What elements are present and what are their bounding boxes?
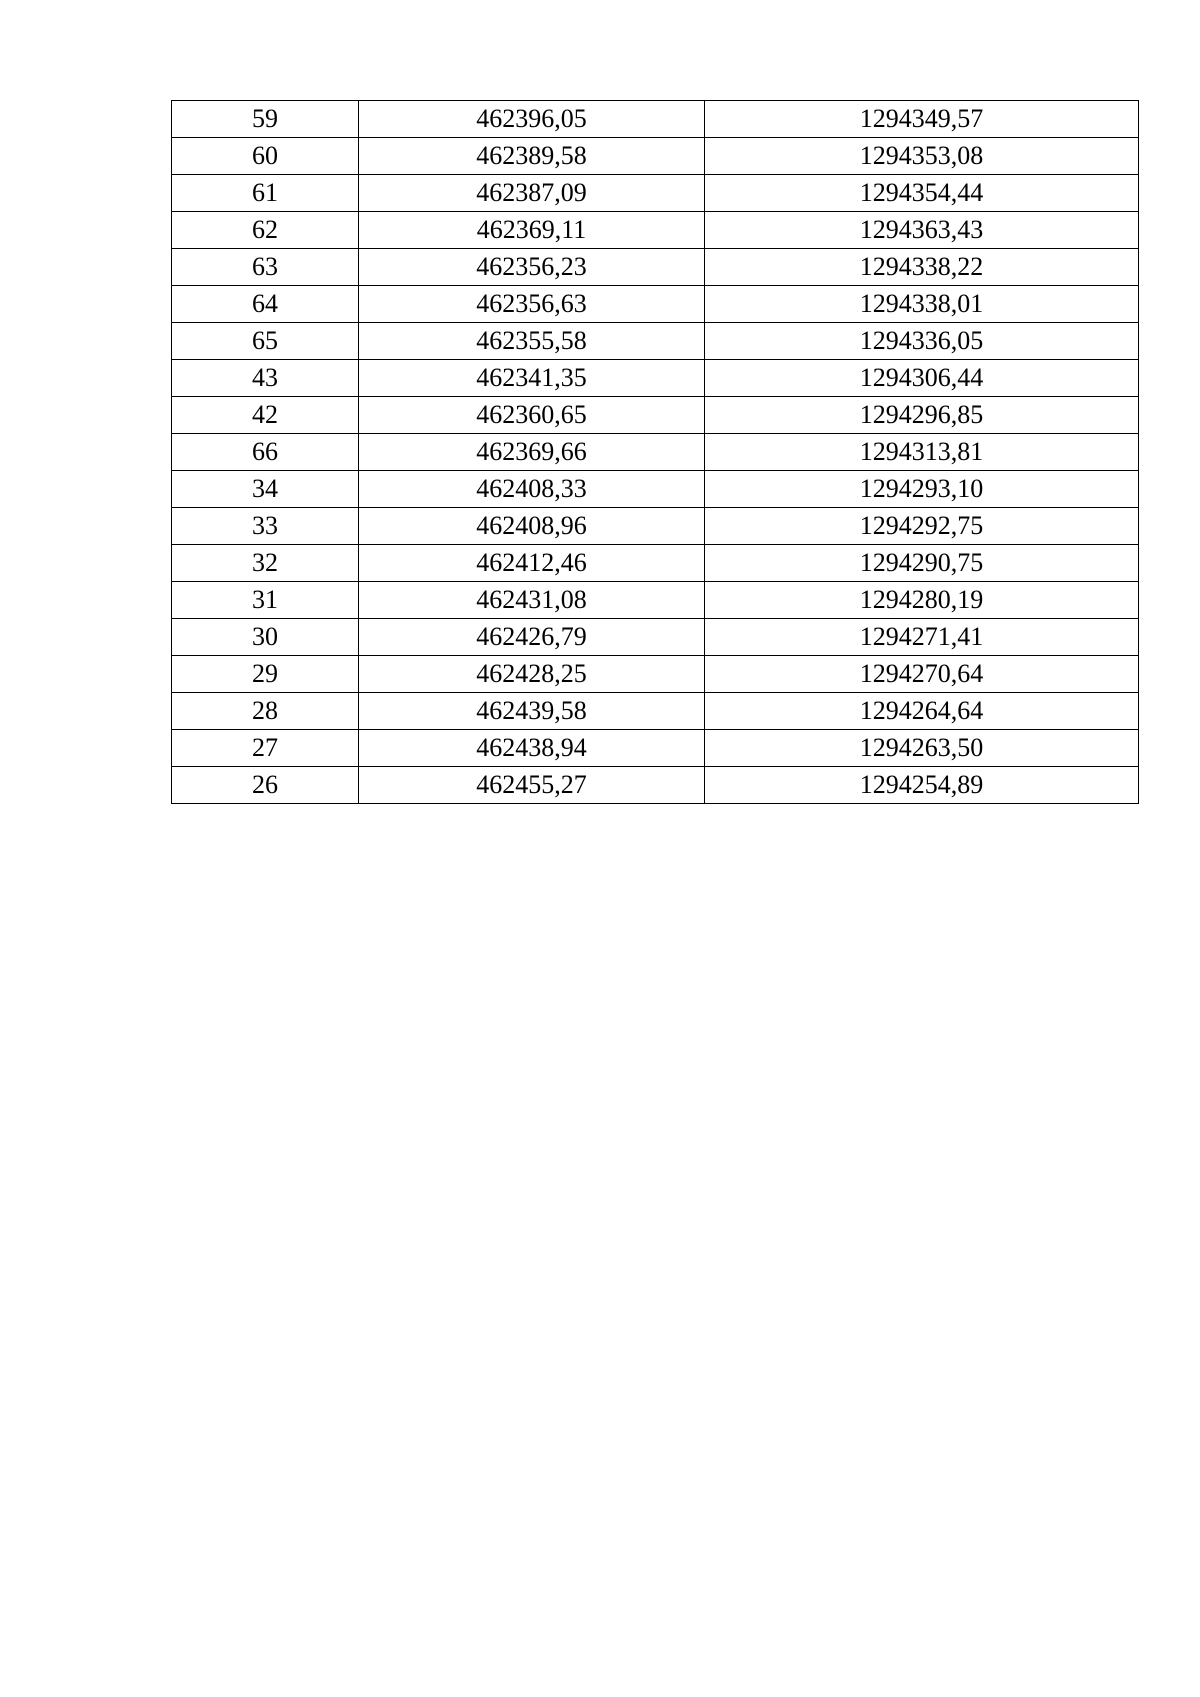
y-coordinate-cell: 1294271,41 — [705, 619, 1139, 656]
point-number-cell: 62 — [172, 212, 359, 249]
y-coordinate-cell: 1294296,85 — [705, 397, 1139, 434]
y-coordinate-cell: 1294270,64 — [705, 656, 1139, 693]
y-coordinate-cell: 1294363,43 — [705, 212, 1139, 249]
table-row — [172, 138, 1139, 175]
x-coordinate-cell: 462431,08 — [359, 582, 705, 619]
table-row — [172, 508, 1139, 545]
point-number-cell: 63 — [172, 249, 359, 286]
table-row — [172, 360, 1139, 397]
x-coordinate-cell: 462369,11 — [359, 212, 705, 249]
point-number-cell: 26 — [172, 767, 359, 804]
table-row — [172, 175, 1139, 212]
point-number-cell: 42 — [172, 397, 359, 434]
table-row — [172, 286, 1139, 323]
point-number-cell: 43 — [172, 360, 359, 397]
point-number-cell: 31 — [172, 582, 359, 619]
coordinates-table — [171, 100, 1139, 804]
x-coordinate-cell: 462369,66 — [359, 434, 705, 471]
point-number-cell: 27 — [172, 730, 359, 767]
y-coordinate-cell: 1294353,08 — [705, 138, 1139, 175]
point-number-cell: 30 — [172, 619, 359, 656]
point-number-cell: 59 — [172, 101, 359, 138]
table-row — [172, 582, 1139, 619]
point-number-cell: 32 — [172, 545, 359, 582]
x-coordinate-cell: 462360,65 — [359, 397, 705, 434]
y-coordinate-cell: 1294280,19 — [705, 582, 1139, 619]
point-number-cell: 61 — [172, 175, 359, 212]
x-coordinate-cell: 462426,79 — [359, 619, 705, 656]
table-row — [172, 730, 1139, 767]
point-number-cell: 64 — [172, 286, 359, 323]
x-coordinate-cell: 462356,63 — [359, 286, 705, 323]
table-row — [172, 397, 1139, 434]
table-row — [172, 767, 1139, 804]
table-row — [172, 471, 1139, 508]
y-coordinate-cell: 1294336,05 — [705, 323, 1139, 360]
x-coordinate-cell: 462396,05 — [359, 101, 705, 138]
y-coordinate-cell: 1294290,75 — [705, 545, 1139, 582]
y-coordinate-cell: 1294338,22 — [705, 249, 1139, 286]
y-coordinate-cell: 1294254,89 — [705, 767, 1139, 804]
x-coordinate-cell: 462341,35 — [359, 360, 705, 397]
x-coordinate-cell: 462387,09 — [359, 175, 705, 212]
point-number-cell: 29 — [172, 656, 359, 693]
table-row — [172, 693, 1139, 730]
table-row — [172, 249, 1139, 286]
y-coordinate-cell: 1294306,44 — [705, 360, 1139, 397]
x-coordinate-cell: 462428,25 — [359, 656, 705, 693]
x-coordinate-cell: 462439,58 — [359, 693, 705, 730]
y-coordinate-cell: 1294338,01 — [705, 286, 1139, 323]
y-coordinate-cell: 1294313,81 — [705, 434, 1139, 471]
point-number-cell: 34 — [172, 471, 359, 508]
x-coordinate-cell: 462356,23 — [359, 249, 705, 286]
y-coordinate-cell: 1294349,57 — [705, 101, 1139, 138]
y-coordinate-cell: 1294263,50 — [705, 730, 1139, 767]
table-row — [172, 619, 1139, 656]
table-row — [172, 323, 1139, 360]
x-coordinate-cell: 462438,94 — [359, 730, 705, 767]
point-number-cell: 33 — [172, 508, 359, 545]
coordinates-table-body — [172, 101, 1139, 804]
y-coordinate-cell: 1294292,75 — [705, 508, 1139, 545]
table-row — [172, 212, 1139, 249]
table-row — [172, 434, 1139, 471]
x-coordinate-cell: 462389,58 — [359, 138, 705, 175]
point-number-cell: 66 — [172, 434, 359, 471]
x-coordinate-cell: 462455,27 — [359, 767, 705, 804]
x-coordinate-cell: 462412,46 — [359, 545, 705, 582]
point-number-cell: 65 — [172, 323, 359, 360]
point-number-cell: 60 — [172, 138, 359, 175]
y-coordinate-cell: 1294264,64 — [705, 693, 1139, 730]
table-row — [172, 656, 1139, 693]
y-coordinate-cell: 1294293,10 — [705, 471, 1139, 508]
table-row — [172, 545, 1139, 582]
point-number-cell: 28 — [172, 693, 359, 730]
x-coordinate-cell: 462408,96 — [359, 508, 705, 545]
x-coordinate-cell: 462355,58 — [359, 323, 705, 360]
x-coordinate-cell: 462408,33 — [359, 471, 705, 508]
table-row — [172, 101, 1139, 138]
y-coordinate-cell: 1294354,44 — [705, 175, 1139, 212]
